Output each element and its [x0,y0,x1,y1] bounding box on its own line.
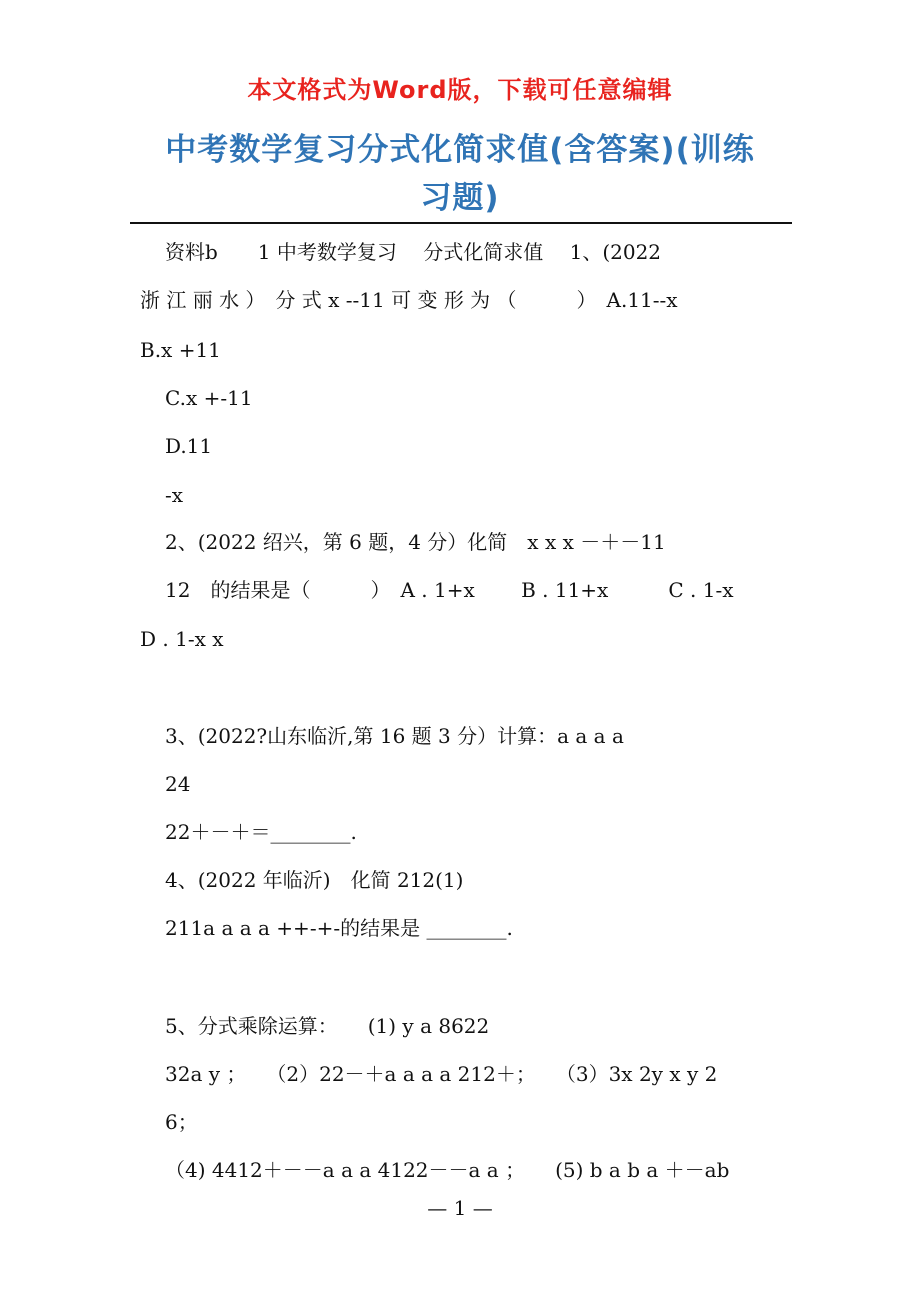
title-divider [130,222,792,224]
text-line: D.11 [165,434,213,458]
text-line: 资料b 1 中考数学复习 分式化简求值 1、(2022 [165,240,662,264]
document-title-line-2: 习题) [420,180,500,216]
text-line: 4、(2022 年临沂) 化简 212(1) [165,868,464,892]
text-line: （4) 4412＋－－a a a 4122－－a a ； (5) b a b a ＋－ab [165,1158,730,1182]
text-line: 3、(2022?山东临沂,第 16 题 3 分）计算：a a a a [165,724,624,748]
text-line: C.x +-11 [165,386,253,410]
text-line: 2、(2022 绍兴，第 6 题，4 分）化简 x x x －＋－11 [165,530,666,554]
page-number: — 1 — [427,1196,493,1220]
text-line: 12 的结果是（ ） A . 1+x B . 11+x C . 1-x [165,578,734,602]
text-line: B.x +11 [140,338,221,362]
document-title-line-1: 中考数学复习分式化简求值(含答案)(训练 [165,132,755,168]
text-line: 24 [165,772,191,796]
text-line: 6； [165,1110,198,1134]
download-notice: 本文格式为Word版，下载可任意编辑 [247,76,673,104]
text-line: 22＋－＋＝________. [165,820,357,844]
text-line: D . 1-x x [140,627,224,651]
text-line: 32a y ； （2）22－＋a a a a 212＋； （3）3x 2y x y 2 [165,1062,718,1086]
text-line: 浙 江 丽 水 ） 分 式 x --11 可 变 形 为 （ ） A.11--x [140,288,678,312]
text-line: -x [165,483,184,507]
text-line: 5、分式乘除运算： (1) y a 8622 [165,1014,490,1038]
text-line: 211a a a a ++-+-的结果是 ________. [165,916,513,940]
